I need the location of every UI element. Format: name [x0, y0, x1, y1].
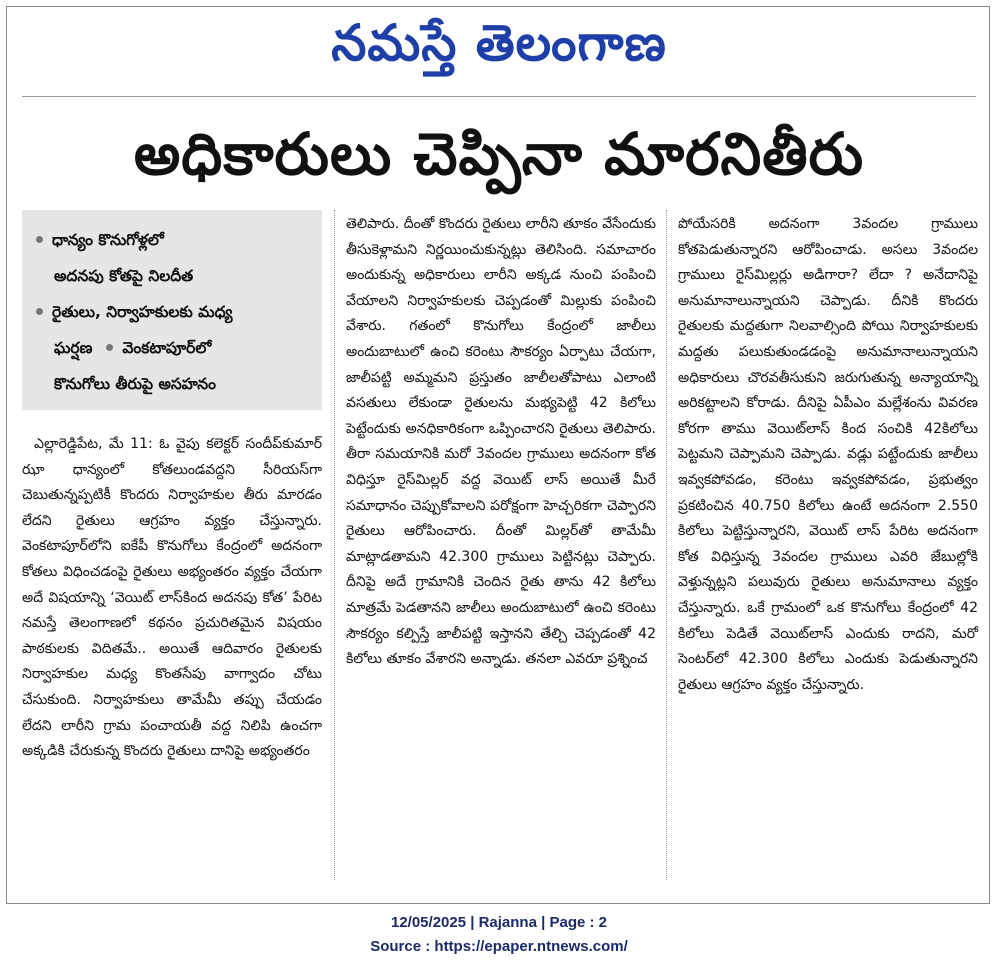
footer-meta: 12/05/2025 | Rajanna | Page : 2 [390, 914, 607, 931]
summary-box [22, 210, 322, 410]
article-headline: అధికారులు చెప్పినా మారనితీరు [133, 120, 865, 188]
summary-bullet-3-cont [32, 366, 314, 402]
newspaper-masthead: నమస్తే తెలంగాణ [331, 14, 667, 72]
summary-bullet-2 [32, 294, 314, 330]
summary-bullet-1-cont [32, 258, 314, 294]
bullet-dot-icon [36, 308, 43, 315]
column-divider [334, 210, 335, 880]
summary-bullet-2-cont [32, 330, 314, 366]
masthead-rule [22, 96, 976, 97]
summary-text: ఘర్షణ [54, 339, 93, 357]
article-paragraph: పోయేసరికి అదనంగా 3వందల గ్రాములు కోతపెడుతున్నారని ఆరోపించాడు. అసలు 3వందల గ్రాములు రైస్‌మిల్లర్లు అడిగారా? లేదా ? అనేదానిపై అనుమానాలున్నాయని చెప్పాడు. దీనికి కొందరు రైతులకు మద్దతుగా నిలవాల్సింది పోయి నిర్వాహకులకు మద్దతు పలుకుతుండడంపై అనుమానాలున్నాయని అధికారులు చొరవతీసుకుని జరుగుతున్న అన్యాయాన్ని అరికట్టాలని కోరాడు. దీనిపై ఏపీఎం మల్లేశంను వివరణ కోరగా తాము వెయిట్‌లాస్ కింద సంచికి 42కిలోలు పెట్టమని చెప్పామని చెప్పాడు. వడ్లు పట్టేందుకు జాలీలు ఇవ్వకపోవడం, కరెంటు ఇవ్వకపోవడం, ప్రభుత్వం ప్రకటించిన 40.750 కిలోలు ఉంటే అదనంగా 2.550 కిలోలు పెట్టిస్తున్నారని, వెయిట్ లాస్ పేరిట అదనంగా కోత విధిస్తున్న 3వందల గ్రాములు ఎవరి జేబుల్లోకి వెళ్తున్నట్లని పలువురు రైతులు అనుమానాలు వ్యక్తం చేస్తున్నారు. ఒకే గ్రామంలో ఒక కొనుగోలు కేంద్రంలో 42 కిలోలు పెడితే వెయిట్‌లాస్ ఎందుకు రాదని, మరో సెంటర్‌లో 42.300 కిలోలు ఎందుకు పెడుతున్నారని రైతులు ఆగ్రహం వ్యక్తం చేస్తున్నారు. [678, 216, 978, 693]
footer-source: Source : https://epaper.ntnews.com/ [370, 938, 628, 955]
article-column-2 [346, 212, 656, 673]
article-paragraph: ఎల్లారెడ్డిపేట, మే 11: ఓ వైపు కలెక్టర్ సందీప్‌కుమార్ ఝా ధాన్యంలో కోతలుండవద్దని సీరియస్‌గా చెబుతున్నప్పటికీ కొందరు నిర్వాహకుల తీరు మారడం లేదని రైతులు ఆగ్రహం వ్యక్తం చేస్తున్నారు. వెంకటాపూర్‌లోని ఐకేపీ కొనుగోలు కేంద్రంలో అదనంగా కోతలు విధించడంపై రైతులు అభ్యంతరం వ్యక్తం చేయగా అదే విషయాన్ని ‘వెయిట్ లాస్‌కింద అదనపు కోత’ పేరిట నమస్తే తెలంగాణలో కథనం ప్రచురితమైన విషయం పాఠకులకు విదితమే.. అయితే ఆదివారం రైతులకు నిర్వాహకుల మధ్య కొంతసేపు వాగ్వాదం చోటు చేసుకుంది. నిర్వాహకులు తామేమీ తప్పు చేయడం లేదని లారీని గ్రామ పంచాయతీ వద్ద నిలిపి ఉంచగా అక్కడికి చేరుకున్న కొందరు రైతులు దానిపై అభ్యంతరం [22, 436, 322, 760]
bullet-dot-icon [106, 344, 113, 351]
article-column-1 [22, 432, 322, 765]
summary-text: అదనపు కోతపై నిలదీత [54, 267, 194, 285]
summary-bullet-1 [32, 222, 314, 258]
summary-text: వెంకటాపూర్‌లో [122, 339, 212, 357]
summary-text: ధాన్యం కొనుగోళ్లలో [52, 231, 164, 249]
article-paragraph: తెలిపారు. దీంతో కొందరు రైతులు లారీని తూకం వేసేందుకు తీసుకెళ్లామని నిర్ణయించుకున్నట్లు తెలిసింది. సమాచారం అందుకున్న అధికారులు లారీని అక్కడ నుంచి పంపించి వేయాలని నిర్వాహకులకు చెప్పడంతో మిల్లుకు పంపించి వేశారు. గతంలో కొనుగోలు కేంద్రంలో జాలీలు అందుబాటులో ఉంచి కరెంటు సౌకర్యం ఏర్పాటు చేయగా, జాలీపట్టి అమ్మమని ప్రస్తుతం జాలీలతోపాటు ఎలాంటి వసతులు లేకుండా రైతులను మభ్యపెట్టి 42 కిలోలు పెట్టేందుకు అనధికారికంగా ఒప్పించారని రైతులు తెలిపారు. తీరా సమయానికి మరో 3వందల గ్రాములు అదనంగా కోత విధిస్తూ రైస్‌మిల్లర్ వద్ద వెయిట్ లాస్ అయితే మీరే సమాధానం చెప్పుకోవాలని పరోక్షంగా హెచ్చరికగా చెప్పారని రైతులు ఆరోపించారు. దీంతో మిల్లర్‌తో తామేమీ మాట్లాడతామని 42.300 గ్రాములు పెట్టినట్లు చెప్పారు. దీనిపై అదే గ్రామానికి చెందిన రైతు తాను 42 కిలోలు మాత్రమే పెడతానని జాలీలు అందుబాటులో ఉంచి కరెంటు సౌకర్యం కల్పిస్తే జాలీపట్టి ఇస్తానని తేల్చి చెప్పడంతో 42 కిలోలు తూకం వేశారని అన్నాడు. తనలా ఎవరూ ప్రశ్నించ [346, 216, 656, 668]
bullet-dot-icon [36, 236, 43, 243]
column-divider [666, 210, 667, 880]
summary-text: రైతులు, నిర్వాహకులకు మధ్య [52, 303, 233, 321]
summary-text: కొనుగోలు తీరుపై అసహనం [54, 375, 217, 393]
article-column-3 [678, 212, 978, 698]
